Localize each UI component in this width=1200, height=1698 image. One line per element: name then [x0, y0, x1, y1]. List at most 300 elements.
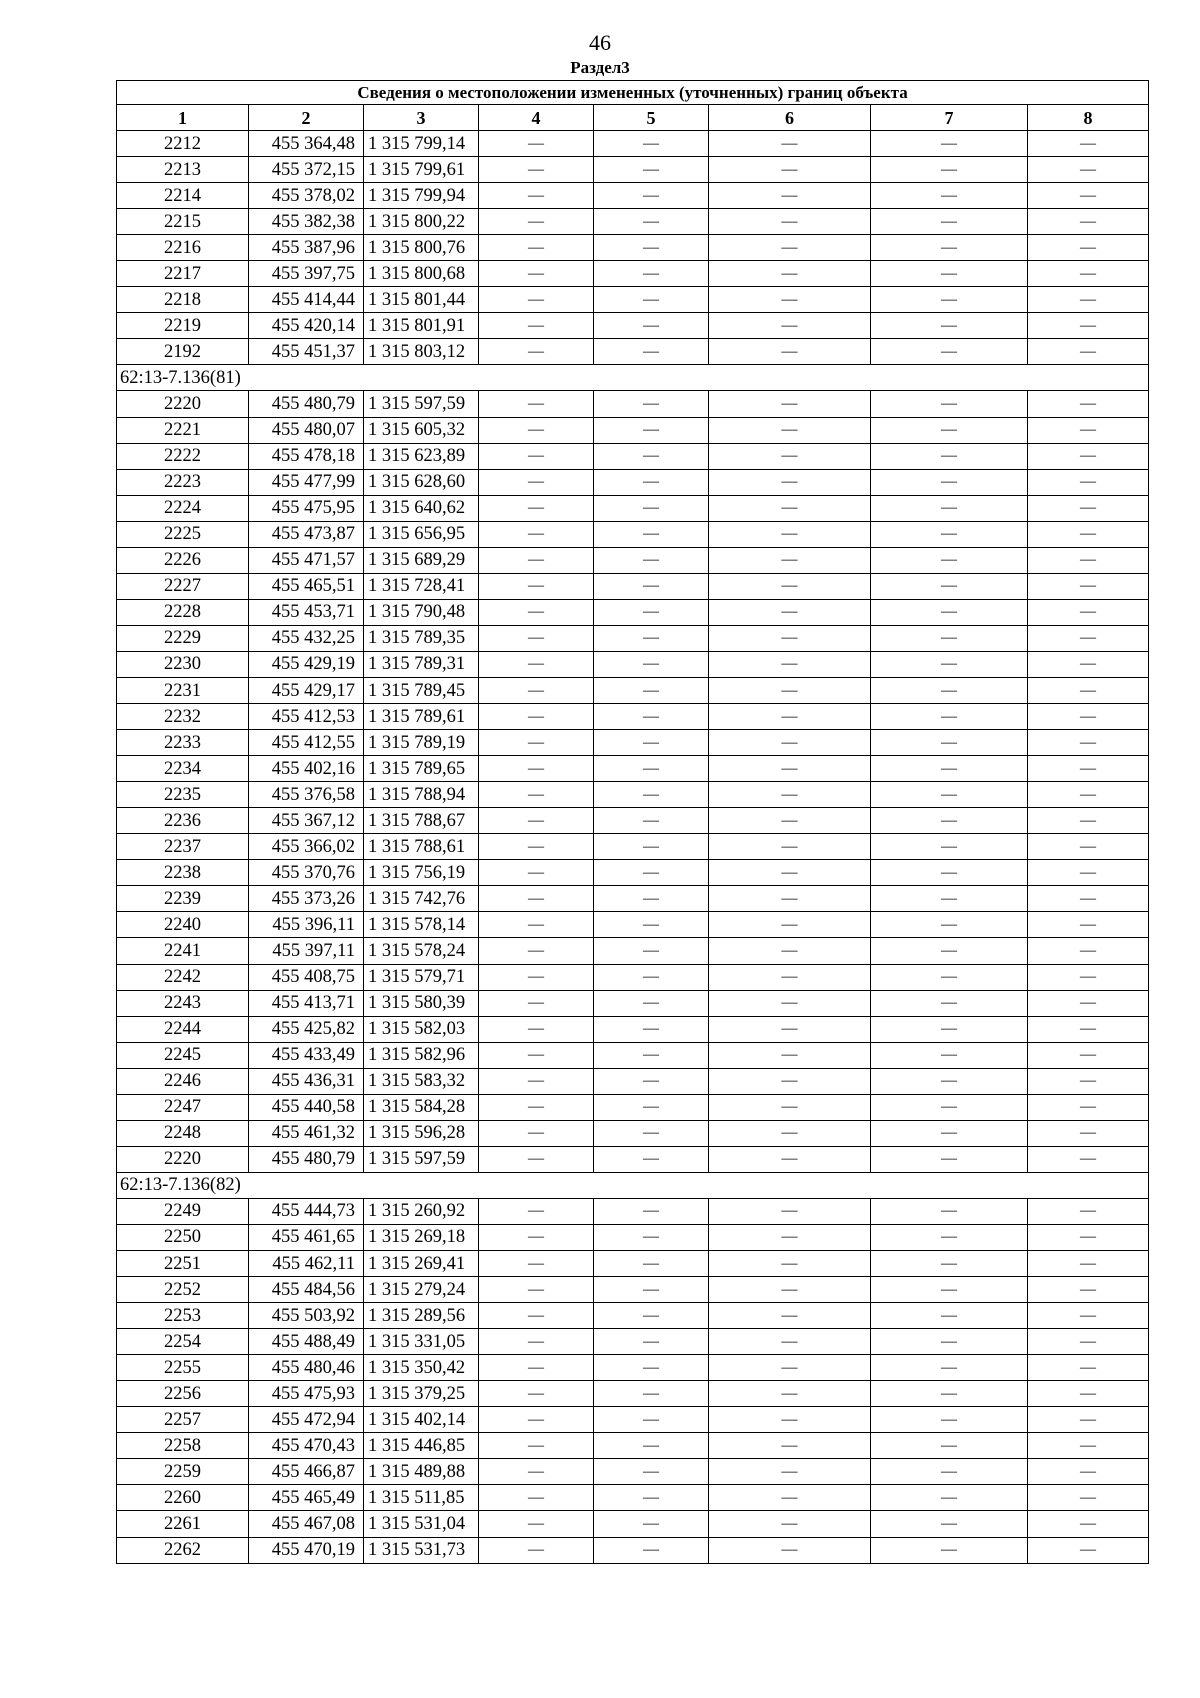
empty-cell: — — [1028, 1459, 1149, 1485]
empty-cell: — — [594, 1120, 709, 1146]
x-coordinate-cell: 455 478,18 — [249, 443, 364, 469]
empty-cell: — — [1028, 1511, 1149, 1537]
empty-cell: — — [871, 1459, 1028, 1485]
x-coordinate-cell: 455 466,87 — [249, 1459, 364, 1485]
y-coordinate-cell: 1 315 789,19 — [364, 730, 479, 756]
empty-cell: — — [871, 495, 1028, 521]
empty-cell: — — [709, 1329, 871, 1355]
x-coordinate-cell: 455 367,12 — [249, 808, 364, 834]
x-coordinate-cell: 455 471,57 — [249, 547, 364, 573]
table-row — [117, 1042, 1149, 1068]
x-coordinate-cell: 455 488,49 — [249, 1329, 364, 1355]
table-row — [117, 1068, 1149, 1094]
point-number-cell: 2225 — [117, 521, 249, 547]
table-row — [117, 469, 1149, 495]
x-coordinate-cell: 455 402,16 — [249, 756, 364, 782]
empty-cell: — — [479, 287, 594, 313]
table-row — [117, 209, 1149, 235]
x-coordinate-cell: 455 477,99 — [249, 469, 364, 495]
y-coordinate-cell: 1 315 531,73 — [364, 1537, 479, 1563]
y-coordinate-cell: 1 315 628,60 — [364, 469, 479, 495]
empty-cell: — — [479, 1329, 594, 1355]
empty-cell: — — [479, 209, 594, 235]
table-row — [117, 964, 1149, 990]
empty-cell: — — [479, 782, 594, 808]
table-row — [117, 1224, 1149, 1250]
empty-cell: — — [871, 1198, 1028, 1224]
empty-cell: — — [594, 625, 709, 651]
empty-cell: — — [1028, 730, 1149, 756]
empty-cell: — — [871, 547, 1028, 573]
point-number-cell: 2220 — [117, 391, 249, 417]
empty-cell: — — [709, 1146, 871, 1172]
empty-cell: — — [594, 521, 709, 547]
point-number-cell: 2244 — [117, 1016, 249, 1042]
empty-cell: — — [871, 339, 1028, 365]
empty-cell: — — [594, 339, 709, 365]
y-coordinate-cell: 1 315 799,61 — [364, 157, 479, 183]
x-coordinate-cell: 455 376,58 — [249, 782, 364, 808]
empty-cell: — — [709, 938, 871, 964]
empty-cell: — — [1028, 1042, 1149, 1068]
x-coordinate-cell: 455 373,26 — [249, 886, 364, 912]
point-number-cell: 2241 — [117, 938, 249, 964]
empty-cell: — — [594, 209, 709, 235]
empty-cell: — — [1028, 313, 1149, 339]
empty-cell: — — [1028, 808, 1149, 834]
group-row — [117, 1172, 1149, 1198]
empty-cell: — — [871, 704, 1028, 730]
y-coordinate-cell: 1 315 623,89 — [364, 443, 479, 469]
empty-cell: — — [594, 1537, 709, 1563]
point-number-cell: 2229 — [117, 625, 249, 651]
empty-cell: — — [594, 677, 709, 703]
empty-cell: — — [479, 1381, 594, 1407]
y-coordinate-cell: 1 315 789,61 — [364, 704, 479, 730]
point-number-cell: 2227 — [117, 573, 249, 599]
empty-cell: — — [1028, 1303, 1149, 1329]
empty-cell: — — [1028, 860, 1149, 886]
y-coordinate-cell: 1 315 789,31 — [364, 651, 479, 677]
empty-cell: — — [1028, 1120, 1149, 1146]
empty-cell: — — [709, 651, 871, 677]
empty-cell: — — [871, 990, 1028, 1016]
x-coordinate-cell: 455 429,17 — [249, 677, 364, 703]
y-coordinate-cell: 1 315 583,32 — [364, 1068, 479, 1094]
empty-cell: — — [479, 443, 594, 469]
point-number-cell: 2242 — [117, 964, 249, 990]
table-row — [117, 1381, 1149, 1407]
empty-cell: — — [709, 860, 871, 886]
empty-cell: — — [871, 730, 1028, 756]
table-row — [117, 573, 1149, 599]
empty-cell: — — [594, 704, 709, 730]
empty-cell: — — [871, 938, 1028, 964]
x-coordinate-cell: 455 387,96 — [249, 235, 364, 261]
empty-cell: — — [479, 391, 594, 417]
point-number-cell: 2220 — [117, 1146, 249, 1172]
empty-cell: — — [479, 261, 594, 287]
empty-cell: — — [594, 183, 709, 209]
empty-cell: — — [871, 1485, 1028, 1511]
column-header: 1 — [117, 105, 249, 131]
x-coordinate-cell: 455 444,73 — [249, 1198, 364, 1224]
table-row — [117, 1485, 1149, 1511]
empty-cell: — — [479, 1042, 594, 1068]
point-number-cell: 2237 — [117, 834, 249, 860]
empty-cell: — — [1028, 521, 1149, 547]
empty-cell: — — [594, 1303, 709, 1329]
y-coordinate-cell: 1 315 289,56 — [364, 1303, 479, 1329]
empty-cell: — — [709, 1407, 871, 1433]
x-coordinate-cell: 455 370,76 — [249, 860, 364, 886]
empty-cell: — — [709, 443, 871, 469]
table-row — [117, 599, 1149, 625]
y-coordinate-cell: 1 315 379,25 — [364, 1381, 479, 1407]
empty-cell: — — [479, 1277, 594, 1303]
empty-cell: — — [871, 625, 1028, 651]
empty-cell: — — [1028, 625, 1149, 651]
point-number-cell: 2192 — [117, 339, 249, 365]
empty-cell: — — [871, 964, 1028, 990]
table-row — [117, 131, 1149, 157]
empty-cell: — — [1028, 1329, 1149, 1355]
empty-cell: — — [1028, 1407, 1149, 1433]
table-row — [117, 1277, 1149, 1303]
empty-cell: — — [871, 1224, 1028, 1250]
empty-cell: — — [594, 1042, 709, 1068]
empty-cell: — — [1028, 912, 1149, 938]
empty-cell: — — [1028, 964, 1149, 990]
empty-cell: — — [709, 131, 871, 157]
empty-cell: — — [871, 1537, 1028, 1563]
empty-cell: — — [594, 547, 709, 573]
empty-cell: — — [594, 651, 709, 677]
point-number-cell: 2255 — [117, 1355, 249, 1381]
table-row — [117, 1251, 1149, 1277]
empty-cell: — — [479, 1016, 594, 1042]
empty-cell: — — [709, 1277, 871, 1303]
x-coordinate-cell: 455 364,48 — [249, 131, 364, 157]
point-number-cell: 2226 — [117, 547, 249, 573]
empty-cell: — — [871, 886, 1028, 912]
empty-cell: — — [479, 547, 594, 573]
empty-cell: — — [479, 313, 594, 339]
empty-cell: — — [1028, 235, 1149, 261]
empty-cell: — — [594, 235, 709, 261]
x-coordinate-cell: 455 480,79 — [249, 391, 364, 417]
empty-cell: — — [1028, 599, 1149, 625]
y-coordinate-cell: 1 315 605,32 — [364, 417, 479, 443]
empty-cell: — — [594, 1407, 709, 1433]
empty-cell: — — [594, 417, 709, 443]
empty-cell: — — [1028, 1146, 1149, 1172]
table-row — [117, 1459, 1149, 1485]
point-number-cell: 2221 — [117, 417, 249, 443]
empty-cell: — — [479, 1303, 594, 1329]
x-coordinate-cell: 455 378,02 — [249, 183, 364, 209]
empty-cell: — — [871, 235, 1028, 261]
empty-cell: — — [594, 1251, 709, 1277]
point-number-cell: 2260 — [117, 1485, 249, 1511]
empty-cell: — — [594, 1277, 709, 1303]
point-number-cell: 2219 — [117, 313, 249, 339]
empty-cell: — — [479, 1120, 594, 1146]
empty-cell: — — [1028, 469, 1149, 495]
empty-cell: — — [479, 834, 594, 860]
empty-cell: — — [871, 443, 1028, 469]
empty-cell: — — [709, 1042, 871, 1068]
empty-cell: — — [594, 834, 709, 860]
empty-cell: — — [709, 287, 871, 313]
empty-cell: — — [709, 1303, 871, 1329]
y-coordinate-cell: 1 315 689,29 — [364, 547, 479, 573]
empty-cell: — — [594, 1511, 709, 1537]
table-row — [117, 1537, 1149, 1563]
empty-cell: — — [479, 938, 594, 964]
table-row — [117, 938, 1149, 964]
y-coordinate-cell: 1 315 799,14 — [364, 131, 479, 157]
table-row — [117, 1511, 1149, 1537]
table-row — [117, 990, 1149, 1016]
empty-cell: — — [871, 1042, 1028, 1068]
empty-cell: — — [709, 1433, 871, 1459]
point-number-cell: 2236 — [117, 808, 249, 834]
table-row — [117, 1407, 1149, 1433]
point-number-cell: 2228 — [117, 599, 249, 625]
y-coordinate-cell: 1 315 789,45 — [364, 677, 479, 703]
y-coordinate-cell: 1 315 531,04 — [364, 1511, 479, 1537]
empty-cell: — — [709, 990, 871, 1016]
point-number-cell: 2253 — [117, 1303, 249, 1329]
empty-cell: — — [479, 235, 594, 261]
point-number-cell: 2239 — [117, 886, 249, 912]
table-row — [117, 912, 1149, 938]
table-row — [117, 547, 1149, 573]
empty-cell: — — [1028, 1016, 1149, 1042]
empty-cell: — — [709, 756, 871, 782]
y-coordinate-cell: 1 315 801,91 — [364, 313, 479, 339]
empty-cell: — — [479, 1355, 594, 1381]
empty-cell: — — [594, 730, 709, 756]
column-header: 2 — [249, 105, 364, 131]
table-row — [117, 651, 1149, 677]
empty-cell: — — [594, 1016, 709, 1042]
column-number-row — [117, 105, 1149, 131]
point-number-cell: 2256 — [117, 1381, 249, 1407]
x-coordinate-cell: 455 382,38 — [249, 209, 364, 235]
y-coordinate-cell: 1 315 597,59 — [364, 1146, 479, 1172]
empty-cell: — — [479, 131, 594, 157]
empty-cell: — — [709, 339, 871, 365]
empty-cell: — — [871, 209, 1028, 235]
empty-cell: — — [709, 469, 871, 495]
empty-cell: — — [594, 391, 709, 417]
empty-cell: — — [1028, 1381, 1149, 1407]
point-number-cell: 2217 — [117, 261, 249, 287]
empty-cell: — — [709, 1068, 871, 1094]
empty-cell: — — [1028, 417, 1149, 443]
empty-cell: — — [871, 1303, 1028, 1329]
table-row — [117, 886, 1149, 912]
section-title: Раздел3 — [570, 58, 630, 77]
table-caption-row — [117, 81, 1149, 105]
empty-cell: — — [709, 730, 871, 756]
empty-cell: — — [1028, 651, 1149, 677]
table-row — [117, 1120, 1149, 1146]
table-row — [117, 808, 1149, 834]
group-row — [117, 365, 1149, 391]
table-row — [117, 1303, 1149, 1329]
x-coordinate-cell: 455 462,11 — [249, 1251, 364, 1277]
point-number-cell: 2218 — [117, 287, 249, 313]
empty-cell: — — [1028, 287, 1149, 313]
table-row — [117, 235, 1149, 261]
point-number-cell: 2250 — [117, 1224, 249, 1250]
empty-cell: — — [709, 157, 871, 183]
table-row — [117, 287, 1149, 313]
x-coordinate-cell: 455 366,02 — [249, 834, 364, 860]
empty-cell: — — [709, 1511, 871, 1537]
empty-cell: — — [594, 808, 709, 834]
point-number-cell: 2212 — [117, 131, 249, 157]
empty-cell: — — [1028, 261, 1149, 287]
empty-cell: — — [594, 964, 709, 990]
empty-cell: — — [709, 1459, 871, 1485]
point-number-cell: 2214 — [117, 183, 249, 209]
empty-cell: — — [709, 417, 871, 443]
empty-cell: — — [594, 1224, 709, 1250]
x-coordinate-cell: 455 453,71 — [249, 599, 364, 625]
empty-cell: — — [1028, 990, 1149, 1016]
x-coordinate-cell: 455 465,51 — [249, 573, 364, 599]
empty-cell: — — [479, 469, 594, 495]
y-coordinate-cell: 1 315 597,59 — [364, 391, 479, 417]
point-number-cell: 2262 — [117, 1537, 249, 1563]
empty-cell: — — [479, 651, 594, 677]
y-coordinate-cell: 1 315 331,05 — [364, 1329, 479, 1355]
empty-cell: — — [709, 573, 871, 599]
point-number-cell: 2233 — [117, 730, 249, 756]
empty-cell: — — [709, 599, 871, 625]
empty-cell: — — [594, 1146, 709, 1172]
empty-cell: — — [594, 1198, 709, 1224]
point-number-cell: 2251 — [117, 1251, 249, 1277]
table-row — [117, 730, 1149, 756]
x-coordinate-cell: 455 461,65 — [249, 1224, 364, 1250]
empty-cell: — — [709, 1120, 871, 1146]
point-number-cell: 2213 — [117, 157, 249, 183]
empty-cell: — — [871, 1016, 1028, 1042]
x-coordinate-cell: 455 429,19 — [249, 651, 364, 677]
empty-cell: — — [594, 938, 709, 964]
table-row — [117, 261, 1149, 287]
empty-cell: — — [1028, 1277, 1149, 1303]
x-coordinate-cell: 455 503,92 — [249, 1303, 364, 1329]
empty-cell: — — [871, 1381, 1028, 1407]
y-coordinate-cell: 1 315 789,35 — [364, 625, 479, 651]
empty-cell: — — [871, 183, 1028, 209]
empty-cell: — — [709, 625, 871, 651]
empty-cell: — — [594, 1381, 709, 1407]
point-number-cell: 2259 — [117, 1459, 249, 1485]
empty-cell: — — [1028, 1251, 1149, 1277]
empty-cell: — — [1028, 391, 1149, 417]
table-row — [117, 782, 1149, 808]
empty-cell: — — [594, 990, 709, 1016]
y-coordinate-cell: 1 315 756,19 — [364, 860, 479, 886]
x-coordinate-cell: 455 436,31 — [249, 1068, 364, 1094]
y-coordinate-cell: 1 315 579,71 — [364, 964, 479, 990]
y-coordinate-cell: 1 315 640,62 — [364, 495, 479, 521]
column-header: 3 — [364, 105, 479, 131]
empty-cell: — — [709, 1198, 871, 1224]
table-row — [117, 1355, 1149, 1381]
empty-cell: — — [1028, 573, 1149, 599]
empty-cell: — — [479, 1224, 594, 1250]
y-coordinate-cell: 1 315 742,76 — [364, 886, 479, 912]
table-row — [117, 625, 1149, 651]
empty-cell: — — [709, 834, 871, 860]
table-row — [117, 339, 1149, 365]
empty-cell: — — [871, 287, 1028, 313]
empty-cell: — — [871, 131, 1028, 157]
empty-cell: — — [1028, 1198, 1149, 1224]
empty-cell: — — [709, 495, 871, 521]
empty-cell: — — [709, 912, 871, 938]
empty-cell: — — [479, 912, 594, 938]
empty-cell: — — [871, 313, 1028, 339]
table-row — [117, 1094, 1149, 1120]
empty-cell: — — [594, 157, 709, 183]
empty-cell: — — [1028, 131, 1149, 157]
empty-cell: — — [871, 651, 1028, 677]
empty-cell: — — [871, 1146, 1028, 1172]
empty-cell: — — [871, 1355, 1028, 1381]
y-coordinate-cell: 1 315 789,65 — [364, 756, 479, 782]
empty-cell: — — [871, 1511, 1028, 1537]
y-coordinate-cell: 1 315 584,28 — [364, 1094, 479, 1120]
empty-cell: — — [871, 808, 1028, 834]
empty-cell: — — [709, 391, 871, 417]
empty-cell: — — [594, 912, 709, 938]
cadastral-group-label: 62:13-7.136(82) — [117, 1172, 1149, 1198]
y-coordinate-cell: 1 315 803,12 — [364, 339, 479, 365]
table-row — [117, 1016, 1149, 1042]
empty-cell: — — [709, 521, 871, 547]
empty-cell: — — [871, 1433, 1028, 1459]
point-number-cell: 2231 — [117, 677, 249, 703]
table-row — [117, 834, 1149, 860]
point-number-cell: 2224 — [117, 495, 249, 521]
empty-cell: — — [871, 391, 1028, 417]
empty-cell: — — [1028, 1537, 1149, 1563]
empty-cell: — — [594, 131, 709, 157]
y-coordinate-cell: 1 315 578,24 — [364, 938, 479, 964]
table-row — [117, 1146, 1149, 1172]
cadastral-group-label: 62:13-7.136(81) — [117, 365, 1149, 391]
y-coordinate-cell: 1 315 446,85 — [364, 1433, 479, 1459]
table-row — [117, 495, 1149, 521]
table-caption: Сведения о местоположении измененных (уточненных) границ объекта — [117, 81, 1149, 105]
empty-cell: — — [871, 1407, 1028, 1433]
empty-cell: — — [709, 1537, 871, 1563]
empty-cell: — — [479, 808, 594, 834]
empty-cell: — — [594, 313, 709, 339]
y-coordinate-cell: 1 315 582,03 — [364, 1016, 479, 1042]
y-coordinate-cell: 1 315 350,42 — [364, 1355, 479, 1381]
x-coordinate-cell: 455 413,71 — [249, 990, 364, 1016]
